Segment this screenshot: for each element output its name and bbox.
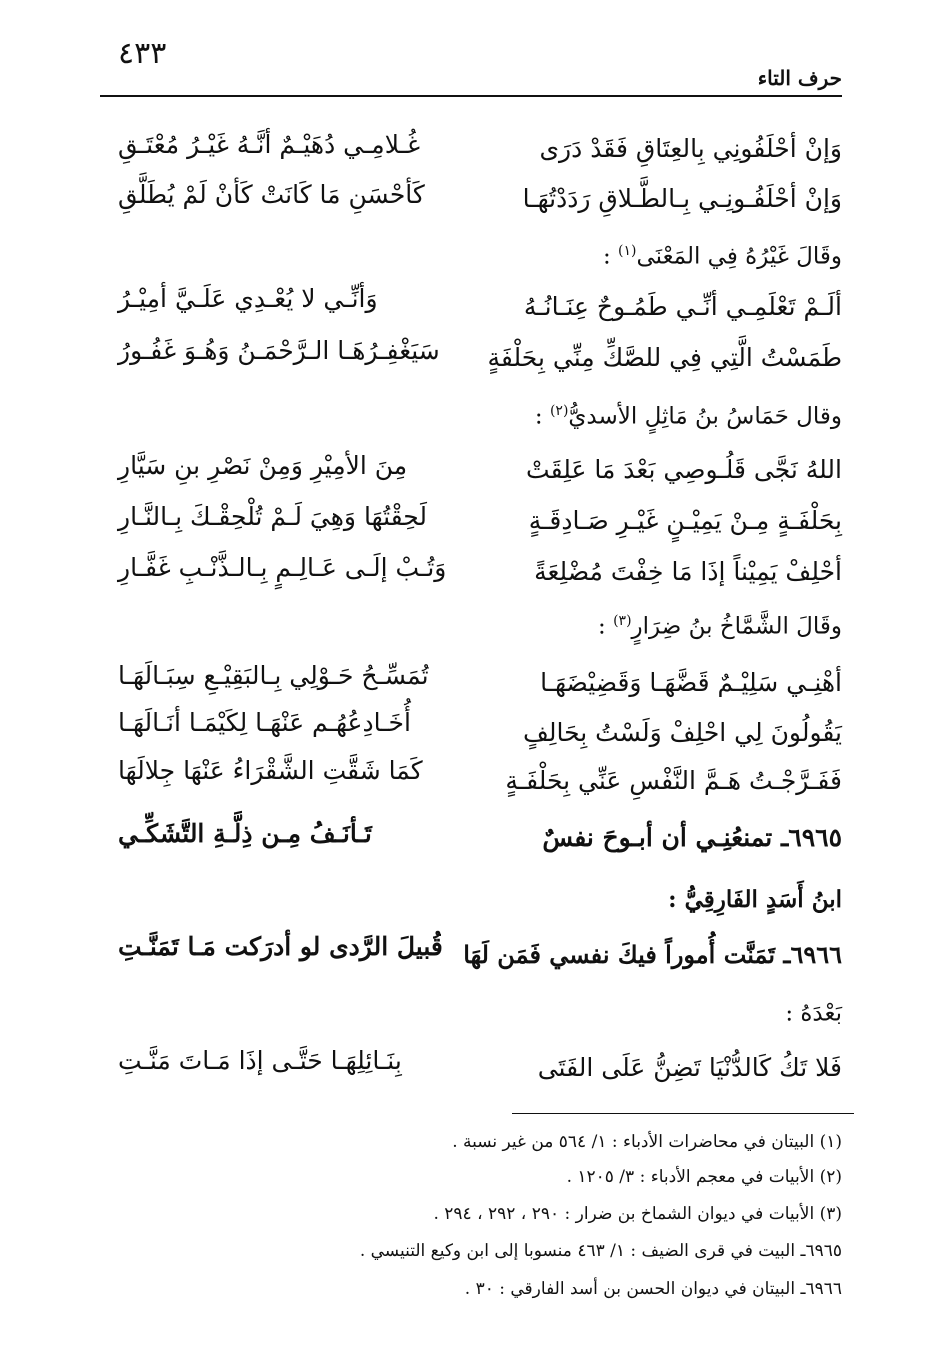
footnote: ٦٩٦٥ـ البيت في قرى الضيف : ١/ ٤٦٣ منسوبا إلى ابن وكيع التنيسي .: [359, 1241, 842, 1261]
verse-first-hemistich: طَمَسْتُ الَّتِي فِي للصَّكِّ مِنِّي بِحَلْفَةٍ: [487, 343, 842, 372]
intro-text: بَعْدَهُ :: [785, 1000, 842, 1027]
verse-first-hemistich: اللهُ نَجَّى قَلُـوصِي بَعْدَ مَا عَلِقَتْ: [526, 455, 842, 484]
verse-second-hemistich: تُمَسِّـحُ حَـوْلِي بِـالبَقِيْـعِ سِبَـالَهَـا: [118, 661, 429, 690]
verse-first-hemistich: يَقُولُونَ لِي احْلِفْ وَلَسْتُ بِحَالِفٍ: [523, 718, 842, 747]
footnote: (١) البيتان في محاضرات الأدباء : ١/ ٥٦٤ من غير نسبة .: [452, 1132, 842, 1152]
intro-colon: :: [534, 403, 550, 430]
verse-first-hemistich: ألَـمْ تَعْلَمِـي أنِّـي طَمُـوحٌ عِنَـانُـهُ: [523, 292, 842, 321]
verse-intro: [502, 613, 842, 640]
intro-colon: :: [602, 243, 618, 270]
numbered-verse-first-hemistich: ٦٩٦٦ـ تَمَنَّت أُموراً فيكَ نفسي فَمَن لَهَا: [463, 940, 842, 969]
verse-intro: [502, 403, 842, 430]
verse-first-hemistich: أحْلِفْ يَمِيْناً إذَا مَا خِفْتَ مُضْلِعَةً: [534, 557, 842, 586]
verse-first-hemistich: فَفَـرَّجْـتُ هَـمَّ النَّفْسِ عَنِّي بِحَلْفَـةٍ: [505, 766, 842, 795]
header-rule: [100, 95, 842, 97]
verse-first-hemistich: وَإنْ أحْلَفُـونِـي بِـالطَّـلاقِ رَدَدْتُهَـا: [522, 184, 842, 213]
footnote-marker: (٣): [613, 613, 632, 629]
verse-second-hemistich: كَأحْسَنِ مَا كَانَتْ كَأنْ لَمْ يُطَلَّقِ: [118, 180, 425, 209]
verse-first-hemistich: وَإنْ أحْلَفُونِي بِالعِتَاقِ فَقَدْ دَرَى: [539, 134, 842, 163]
verse-second-hemistich: أُخَـادِعُهُـم عَنْهَـا لِكَيْمَـا أنَـالَهَـا: [118, 708, 411, 737]
footnote-marker: (١): [618, 243, 637, 259]
verse-second-hemistich: بِنَـائِلِهَـا حَتَّـى إذَا مَـاتَ مَنَّـتِ: [118, 1046, 402, 1075]
footnote: (٢) الأبيات في معجم الأدباء : ٣/ ١٢٠٥ .: [566, 1167, 842, 1187]
poet-name: ابنُ أَسَدٍ الفَارِقِيُّ :: [668, 886, 842, 913]
verse-second-hemistich: غُـلامِـي دُهَيْـمٌ أنَّـهُ غَيْـرُ مُعْتَـقِ: [118, 130, 421, 159]
footnote: (٣) الأبيات في ديوان الشماخ بن ضرار : ٢٩٠ ، ٢٩٢ ، ٢٩٤ .: [433, 1204, 842, 1224]
verse-first-hemistich: بِحَلْفَـةٍ مِـنْ يَمِيْـنٍ غَيْـرِ صَـادِقَـةٍ: [528, 506, 842, 535]
intro-text: وقَالَ الشَّمَّاخُ بنُ ضِرَارٍ: [631, 613, 842, 640]
intro-text: وقَالَ غَيْرُهُ فِي المَعْنَى: [636, 243, 842, 270]
verse-second-hemistich: وَأنِّـي لا يُعْـدِي عَلَـيَّ أمِيْـرُ: [118, 284, 378, 313]
intro-colon: :: [598, 613, 614, 640]
footnote-marker: (٢): [549, 403, 569, 419]
verse-intro: [542, 243, 842, 270]
running-title: حرف التاء: [757, 66, 842, 90]
verse-second-hemistich: وَتُـبْ إلَـى عَـالِـمٍ بِـالـذَّنْـبِ غَفَّـارِ: [118, 553, 447, 582]
verse-intro: [642, 1000, 842, 1027]
verse-second-hemistich: كَمَا شَقَّتِ الشَّقْرَاءُ عَنْهَا جِلالَهَا: [118, 756, 423, 785]
verse-second-hemistich: لَحِقْتُهَا وَهِيَ لَـمْ تُلْحِقْـكَ بِـالنَّـارِ: [118, 502, 428, 531]
verse-first-hemistich: أهْنِـي سَلِيْـمٌ قَضَّهَـا وَقَضِيْضَهَـا: [540, 668, 842, 697]
intro-text: وقال حَمَاسُ بنُ مَاثِلٍ الأسديُّ: [568, 403, 842, 430]
page-number: ٤٣٣: [118, 36, 167, 71]
footnote-rule: [512, 1113, 854, 1114]
footnote: ٦٩٦٦ـ البيتان في ديوان الحسن بن أسد الفارقي : ٣٠ .: [464, 1279, 842, 1299]
numbered-verse-second-hemistich: قُبيلَ الرَّدى لو أدرَكت مَـا تَمَنَّـتِ: [118, 932, 443, 961]
verse-first-hemistich: فَلا تَكُ كَالدُّنْيَا تَضِنُّ عَلَى الفَتَى: [537, 1053, 842, 1082]
verse-second-hemistich: مِنَ الأمِيْرِ وَمِنْ نَصْرِ بنِ سَيَّارِ: [118, 451, 408, 480]
numbered-verse-first-hemistich: ٦٩٦٥ـ تمنعُنِـي أن أبـوحَ نفسٌ: [542, 823, 842, 852]
verse-second-hemistich: سَيَغْفِـرُهَـا الـرَّحْمَـنُ وَهُـوَ غَفُـورُ: [118, 336, 440, 365]
numbered-verse-second-hemistich: تَـأنَـفُ مِـن ذِلَّـةِ التَّشَكِّـي: [118, 819, 372, 848]
